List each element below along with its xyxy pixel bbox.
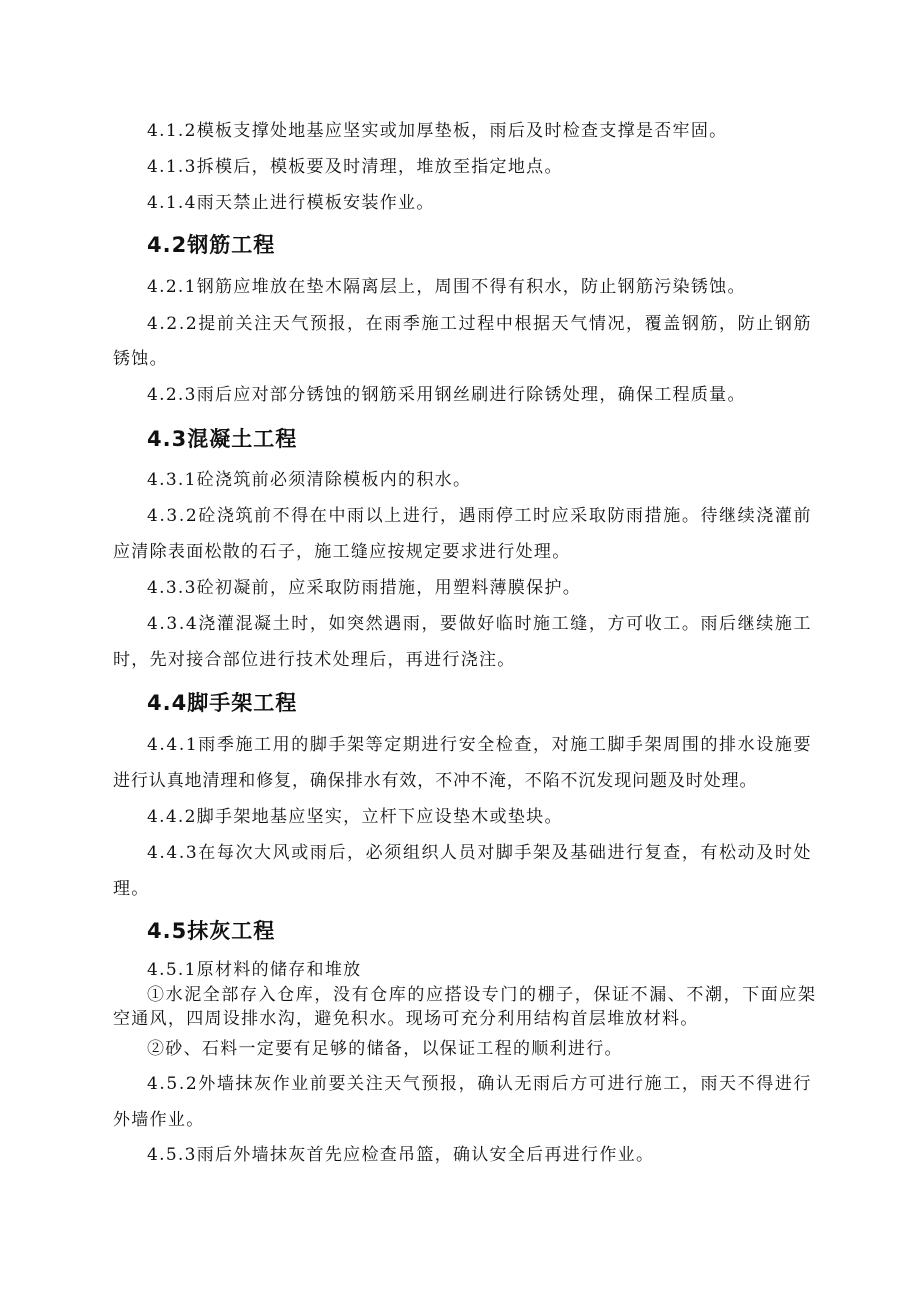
paragraph-4-5-1: 4.5.1原材料的储存和堆放 [147, 960, 362, 980]
paragraph-4-1-4: 4.1.4雨天禁止进行模板安装作业。 [147, 193, 435, 213]
paragraph-4-3-1: 4.3.1砼浇筑前必须清除模板内的积水。 [147, 470, 472, 490]
paragraph-4-2-3: 4.2.3雨后应对部分锈蚀的钢筋采用钢丝刷进行除锈处理，确保工程质量。 [147, 385, 746, 405]
list-item-2: ②砂、石料一定要有足够的储备，以保证工程的顺利进行。 [147, 1039, 623, 1059]
section-heading-4-2: 4.2钢筋工程 [147, 233, 276, 257]
paragraph-4-4-1-line-2: 进行认真地清理和修复，确保排水有效，不冲不淹，不陷不沉发现问题及时处理。 [113, 771, 758, 791]
paragraph-4-3-2-line-2: 应清除表面松散的石子，施工缝应按规定要求进行处理。 [113, 542, 571, 562]
paragraph-4-3-4-line-1: 4.3.4浇灌混凝土时，如突然遇雨，要做好临时施工缝，方可收工。雨后继续施工 [147, 614, 813, 634]
list-item-1-line-1: ①水泥全部存入仓库，没有仓库的应搭设专门的棚子，保证不漏、不潮，下面应架 [147, 985, 817, 1005]
paragraph-4-1-3: 4.1.3拆模后，模板要及时清理，堆放至指定地点。 [147, 157, 563, 177]
section-heading-4-4: 4.4脚手架工程 [147, 691, 298, 715]
paragraph-4-5-2-line-2: 外墙作业。 [113, 1110, 205, 1130]
paragraph-4-2-2-line-1: 4.2.2提前关注天气预报，在雨季施工过程中根据天气情况，覆盖钢筋，防止钢筋 [147, 314, 813, 334]
paragraph-4-4-2: 4.4.2脚手架地基应坚实，立杆下应设垫木或垫块。 [147, 807, 563, 827]
paragraph-4-5-2-line-1: 4.5.2外墙抹灰作业前要关注天气预报，确认无雨后方可进行施工，雨天不得进行 [147, 1074, 813, 1094]
list-item-1-line-2: 空通风，四周设排水沟，避免积水。现场可充分利用结构首层堆放材料。 [113, 1009, 699, 1029]
paragraph-4-2-1: 4.2.1钢筋应堆放在垫木隔离层上，周围不得有积水，防止钢筋污染锈蚀。 [147, 277, 746, 297]
paragraph-4-3-3: 4.3.3砼初凝前，应采取防雨措施，用塑料薄膜保护。 [147, 578, 582, 598]
paragraph-4-2-2-line-2: 锈蚀。 [113, 349, 168, 369]
paragraph-4-4-3-line-2: 理。 [113, 879, 150, 899]
paragraph-4-4-1-line-1: 4.4.1雨季施工用的脚手架等定期进行安全检查，对施工脚手架周围的排水设施要 [147, 735, 813, 755]
section-heading-4-3: 4.3混凝土工程 [147, 427, 298, 451]
paragraph-4-5-3: 4.5.3雨后外墙抹灰首先应检查吊篮，确认安全后再进行作业。 [147, 1145, 655, 1165]
paragraph-4-3-2-line-1: 4.3.2砼浇筑前不得在中雨以上进行，遇雨停工时应采取防雨措施。待继续浇灌前 [147, 506, 813, 526]
section-heading-4-5: 4.5抹灰工程 [147, 919, 276, 943]
paragraph-4-4-3-line-1: 4.4.3在每次大风或雨后，必须组织人员对脚手架及基础进行复查，有松动及时处 [147, 843, 813, 863]
paragraph-4-1-2: 4.1.2模板支撑处地基应坚实或加厚垫板，雨后及时检查支撑是否牢固。 [147, 121, 728, 141]
paragraph-4-3-4-line-2: 时，先对接合部位进行技术处理后，再进行浇注。 [113, 650, 516, 670]
